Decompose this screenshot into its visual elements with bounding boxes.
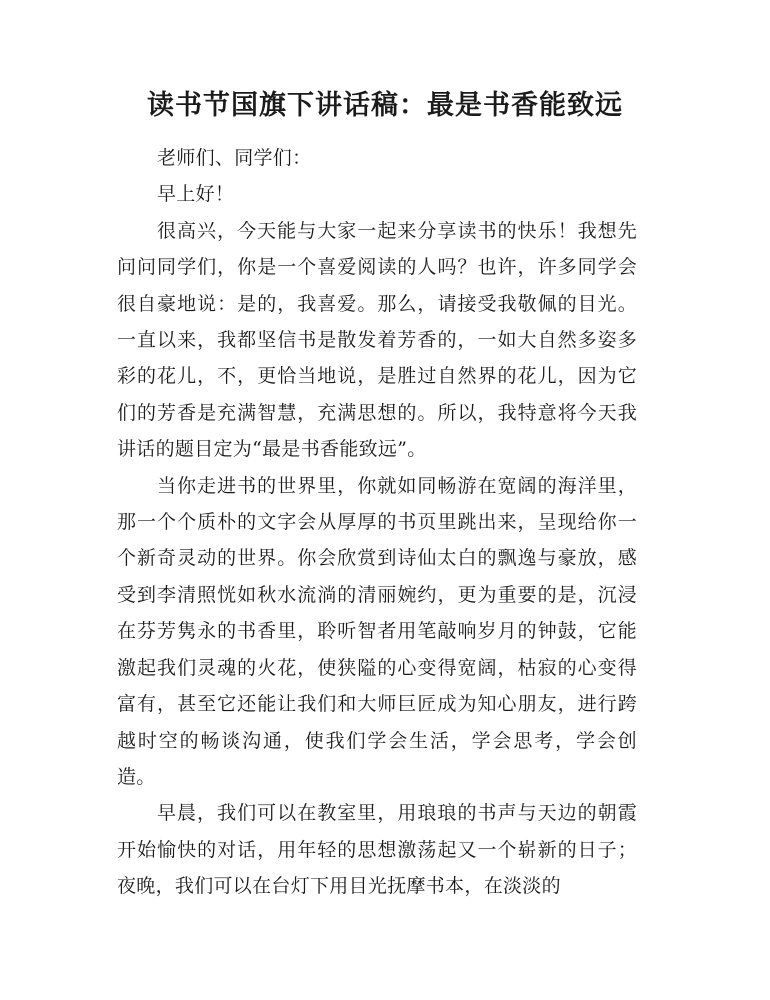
salutation-paragraph: 老师们、同学们： (157, 147, 312, 169)
document-page (117, 86, 637, 905)
document-title: 读书节国旗下讲话稿：最是书香能致远 (147, 90, 623, 121)
greeting-paragraph: 早上好！ (157, 183, 235, 206)
body-paragraph-2: 当你走进书的世界里，你就如同畅游在宽阔的海洋里，那一个个质朴的文字会从厚厚的书页里跳出来，呈现给你一个新奇灵动的世界。你会欣赏到诗仙太白的飘逸与豪放，感受到李清照恍如秋水流淌的清丽婉约，更为重要的是，沉浸在芬芳隽永的书香里，聆听智者用笔敲响岁月的钟鼓，它能激起我们灵魂的火花，使狭隘的心变得宽阔，枯寂的心变得富有，甚至它还能让我们和大师巨匠成为知心朋友，进行跨越时空的畅谈沟通，使我们学会生活，学会思考，学会创造。 (117, 474, 637, 788)
body-paragraph-3: 早晨，我们可以在教室里，用琅琅的书声与天边的朝霞开始愉快的对话，用年轻的思想激荡起又一个崭新的日子；夜晚，我们可以在台灯下用目光抚摩书本，在淡淡的 (117, 802, 637, 898)
body-paragraph-1: 很高兴，今天能与大家一起来分享读书的快乐！我想先问问同学们，你是一个喜爱阅读的人吗？也许，许多同学会很自豪地说：是的，我喜爱。那么，请接受我敬佩的目光。一直以来，我都坚信书是散发着芳香的，一如大自然多姿多彩的花儿，不，更恰当地说，是胜过自然界的花儿，因为它们的芳香是充满智慧，充满思想的。所以，我特意将今天我讲话的题目定为“最是书香能致远”。 (117, 219, 637, 461)
